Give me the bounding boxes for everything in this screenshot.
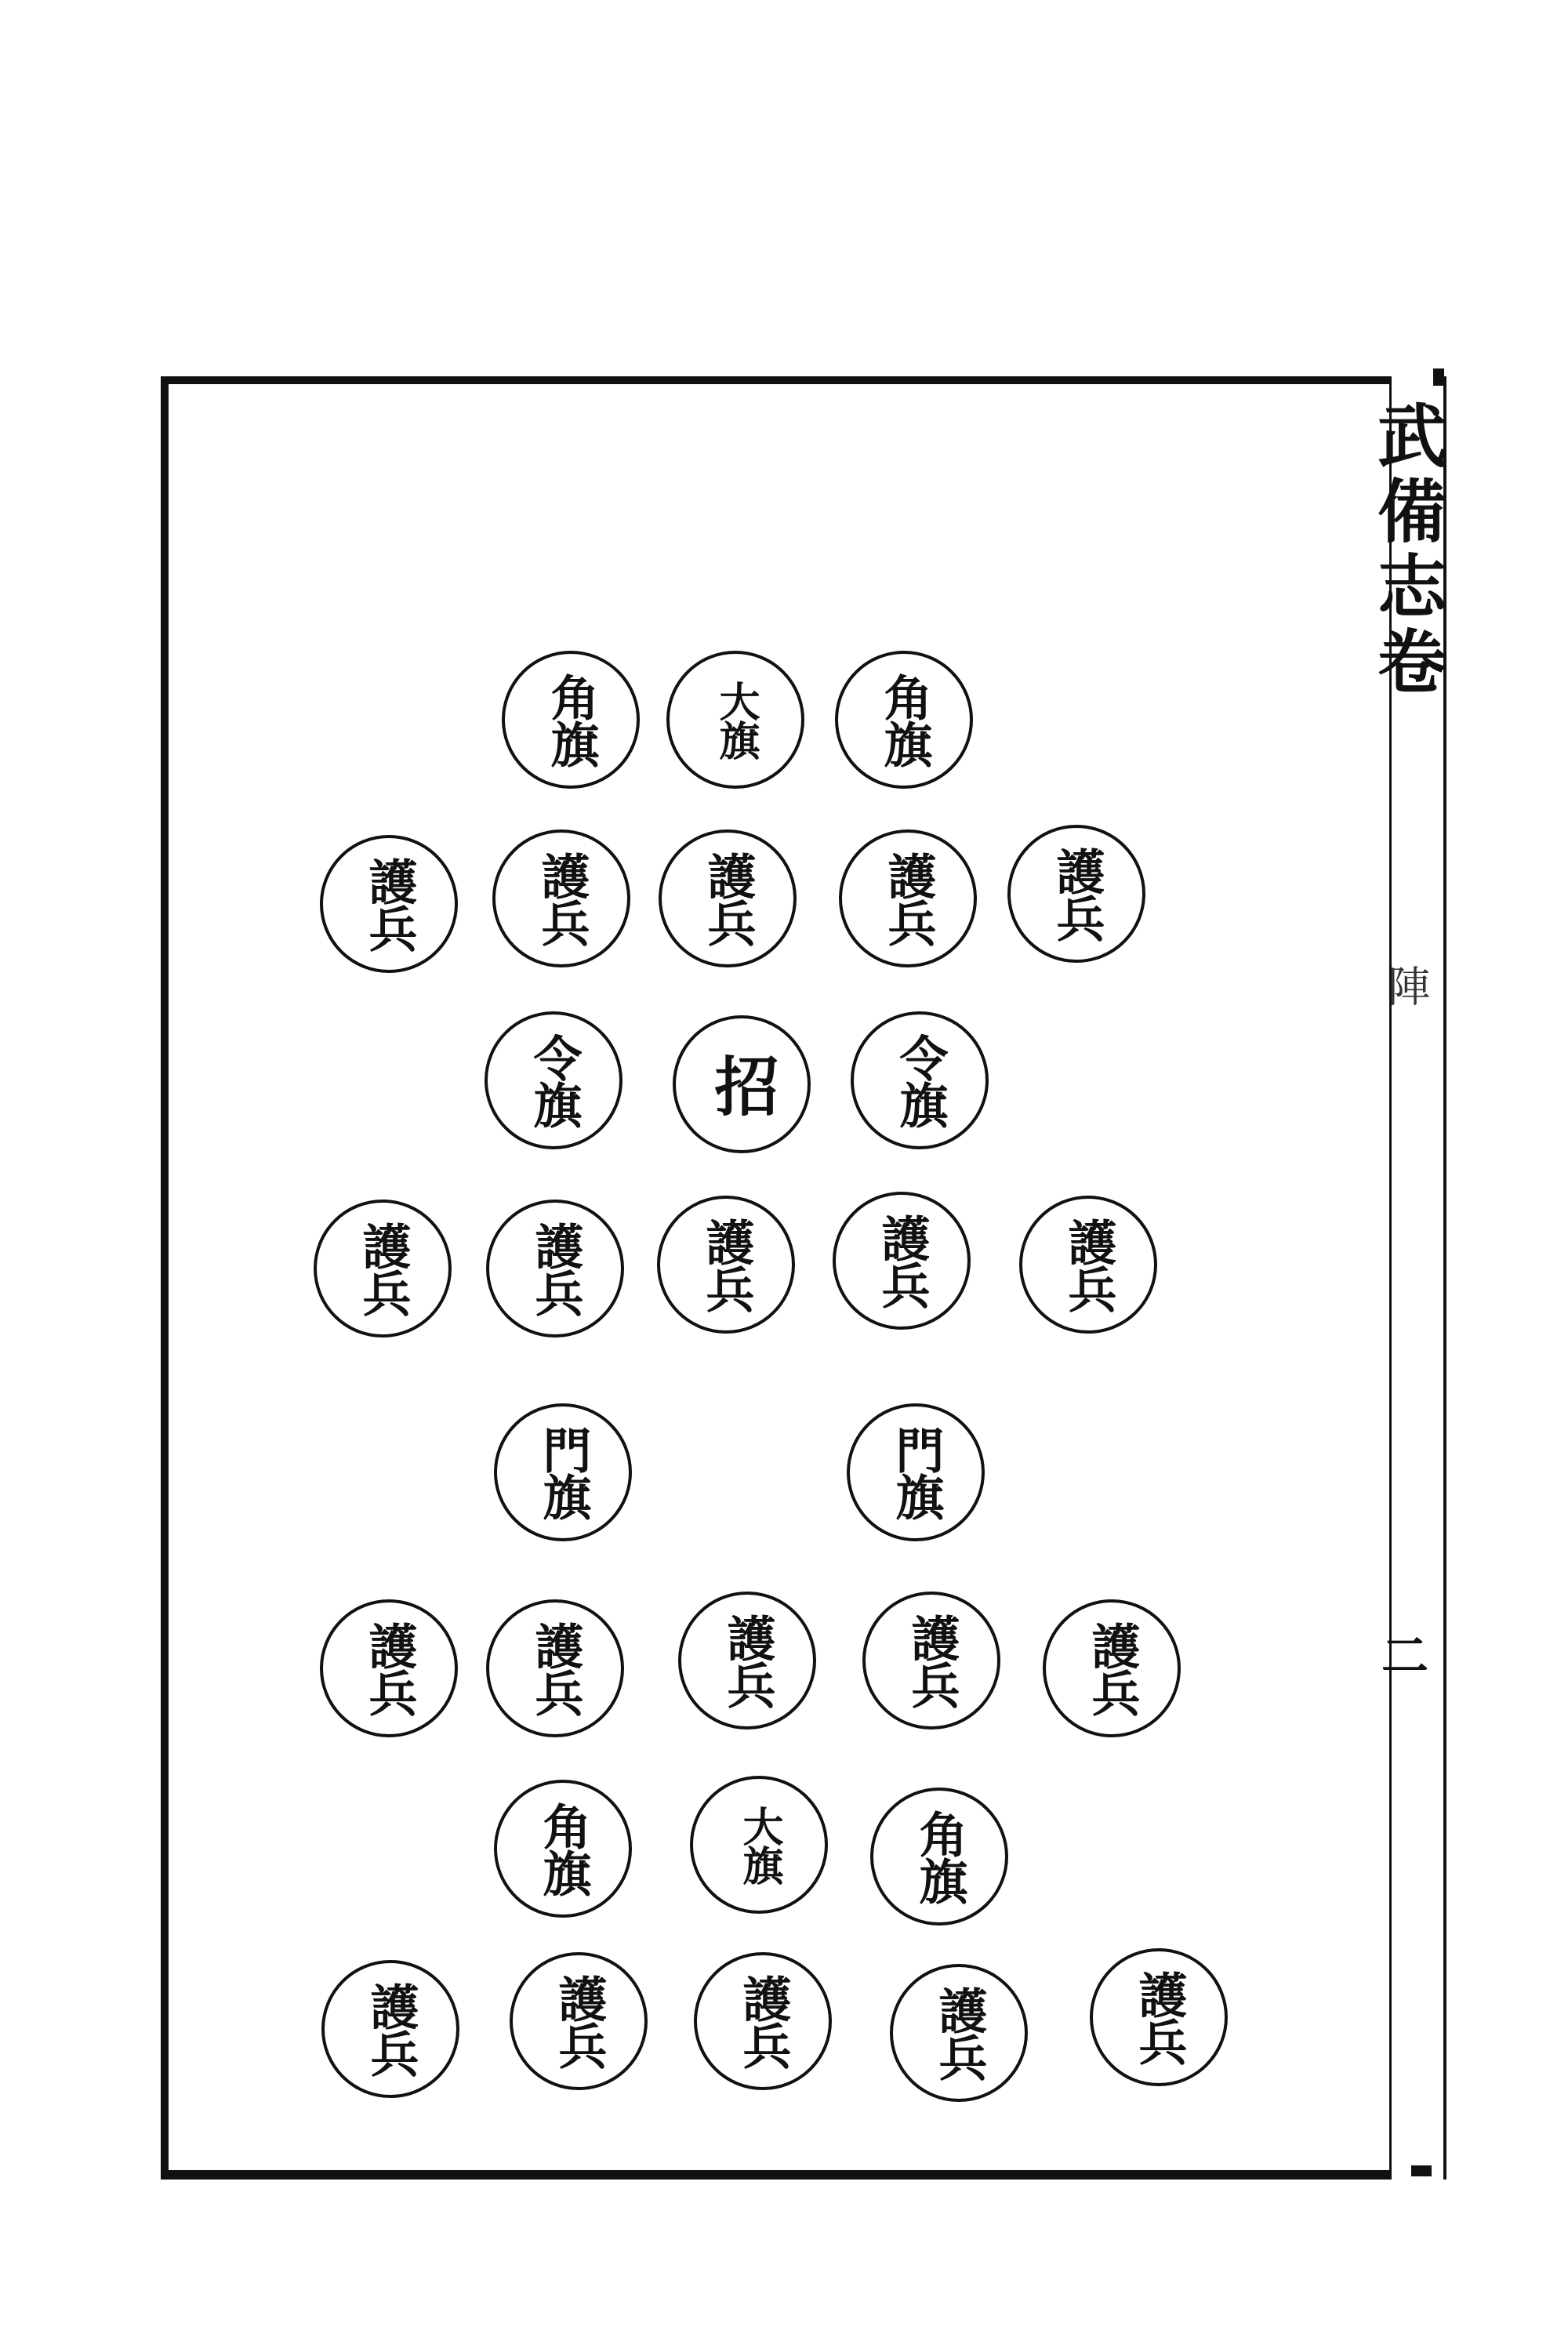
token-label: 護兵: [1048, 847, 1105, 941]
token-gate-flag: [847, 1403, 985, 1541]
token-guard-soldier: [1019, 1196, 1157, 1334]
token-label: 護兵: [527, 1621, 584, 1715]
token-label: 護兵: [527, 1221, 584, 1316]
token-label: 令旗: [891, 1033, 949, 1127]
token-label: 護兵: [880, 851, 937, 946]
token-guard-soldier: [486, 1200, 624, 1338]
token-command-flag: [851, 1011, 989, 1149]
token-guard-soldier: [862, 1592, 1000, 1730]
token-guard-soldier: [890, 1964, 1028, 2102]
token-guard-soldier: [833, 1192, 971, 1330]
token-label: 護兵: [873, 1214, 931, 1308]
token-label: 招: [704, 1053, 779, 1116]
token-label: 護兵: [735, 1974, 792, 2068]
token-label: 護兵: [533, 851, 590, 946]
token-gate-flag: [494, 1403, 632, 1541]
token-signal: [673, 1015, 811, 1153]
token-label: 護兵: [699, 851, 757, 946]
token-label: 角旗: [876, 673, 933, 767]
token-label: 門旗: [535, 1425, 592, 1519]
token-guard-soldier: [678, 1592, 816, 1730]
token-guard-soldier: [657, 1196, 795, 1334]
token-label: 護兵: [361, 857, 418, 951]
token-guard-soldier: [1007, 825, 1145, 963]
token-corner-flag: [494, 1780, 632, 1918]
token-label: 大旗: [712, 681, 760, 759]
token-guard-soldier: [314, 1200, 452, 1338]
token-guard-soldier: [1043, 1599, 1181, 1737]
token-guard-soldier: [492, 829, 630, 967]
token-label: 護兵: [1083, 1621, 1141, 1715]
token-guard-soldier: [321, 1960, 459, 2098]
top-edge-tick: [1433, 368, 1444, 386]
token-great-flag: [690, 1776, 828, 1914]
token-label: 大旗: [735, 1806, 783, 1884]
token-guard-soldier: [1090, 1948, 1228, 2086]
token-label: 角旗: [911, 1809, 968, 1904]
token-label: 護兵: [1060, 1218, 1117, 1312]
token-guard-soldier: [320, 835, 458, 973]
token-great-flag: [666, 651, 804, 789]
token-corner-flag: [870, 1788, 1008, 1926]
token-label: 令旗: [525, 1033, 583, 1127]
token-label: 護兵: [1131, 1970, 1188, 2064]
token-label: 護兵: [550, 1974, 608, 2068]
margin-page-number: 二: [1374, 1631, 1428, 1678]
token-label: 門旗: [887, 1425, 945, 1519]
token-guard-soldier: [694, 1952, 832, 2090]
token-guard-soldier: [659, 829, 797, 967]
token-label: 護兵: [719, 1613, 776, 1708]
token-label: 護兵: [931, 1986, 988, 2080]
token-label: 角旗: [535, 1802, 592, 1896]
margin-subtitle: 陣: [1381, 964, 1431, 1007]
token-corner-flag: [835, 651, 973, 789]
token-label: 角旗: [543, 673, 600, 767]
token-guard-soldier: [839, 829, 977, 967]
bottom-edge-tick: [1411, 2165, 1432, 2176]
token-label: 護兵: [362, 1982, 419, 2076]
token-guard-soldier: [486, 1599, 624, 1737]
token-guard-soldier: [320, 1599, 458, 1737]
token-command-flag: [485, 1011, 622, 1149]
margin-title: 武備志卷: [1367, 400, 1448, 701]
token-label: 護兵: [354, 1221, 412, 1316]
token-corner-flag: [502, 651, 640, 789]
token-label: 護兵: [361, 1621, 418, 1715]
token-guard-soldier: [510, 1952, 648, 2090]
token-label: 護兵: [903, 1613, 960, 1708]
token-label: 護兵: [698, 1218, 755, 1312]
